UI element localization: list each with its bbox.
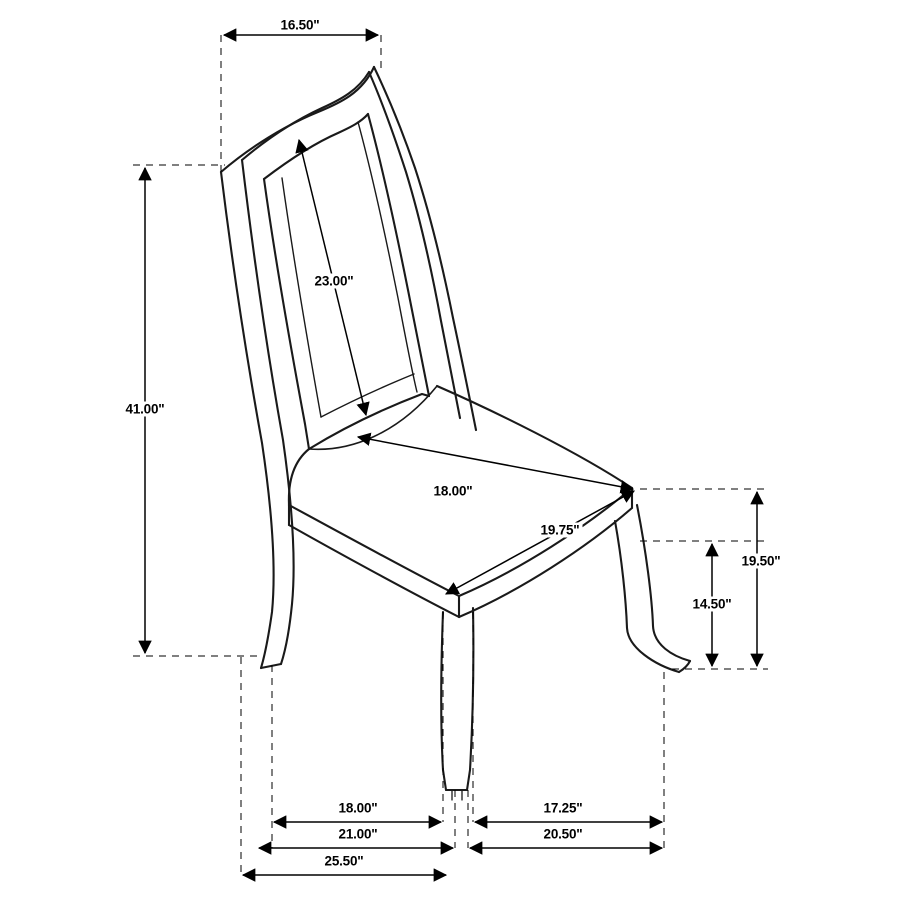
dimension-label-rear-depth-mid: 20.50" xyxy=(541,827,586,842)
rear-post-foot xyxy=(261,664,281,668)
back-post-right-inner xyxy=(369,72,460,418)
front-leg-left-edge xyxy=(441,612,446,790)
seat-front-right-edge xyxy=(459,488,632,596)
seat-left-edge xyxy=(289,449,309,505)
rear-right-leg-inner xyxy=(637,505,690,661)
dimension-label-back-panel-width: 16.50" xyxy=(278,18,323,33)
dimension-label-seat-back-height: 19.50" xyxy=(739,554,784,569)
apron-front-left-lower xyxy=(289,525,459,617)
dimension-label-front-span-mid: 21.00" xyxy=(336,827,381,842)
rear-right-leg-outer xyxy=(615,521,679,672)
dimline-seat-depth xyxy=(446,491,634,594)
rear-right-leg-foot xyxy=(679,661,690,672)
seat-front-left-edge xyxy=(289,505,459,596)
dimension-label-overall-height: 41.00" xyxy=(123,402,168,417)
dimension-label-seat-height: 14.50" xyxy=(690,597,735,612)
front-leg-right-edge xyxy=(467,608,473,790)
splat-left-inner-line xyxy=(282,178,321,417)
splat-bottom-edge xyxy=(309,394,429,449)
dimension-label-seat-depth: 19.75" xyxy=(538,523,583,538)
dimension-lines xyxy=(145,35,757,875)
dimension-label-front-leg-span: 18.00" xyxy=(336,801,381,816)
dimension-label-back-rest-height: 23.00" xyxy=(312,274,357,289)
crest-rail-inner xyxy=(242,72,369,160)
dimension-label-overall-depth: 25.50" xyxy=(322,854,367,869)
dimension-label-seat-width: 18.00" xyxy=(431,484,476,499)
chair-illustration xyxy=(221,67,690,800)
rear-post-right-edge xyxy=(242,160,294,664)
splat-top-edge xyxy=(264,114,368,179)
dimension-label-rear-depth-upper: 17.25" xyxy=(541,801,586,816)
splat-right-edge xyxy=(368,114,429,396)
seat-top-right-edge xyxy=(437,386,632,488)
splat-bottom-inner-line xyxy=(321,374,414,417)
front-leg-foot-detail xyxy=(452,790,462,800)
splat-left-edge xyxy=(264,179,309,449)
splat-right-inner-line xyxy=(358,122,417,392)
rear-post-left-edge xyxy=(221,172,274,668)
